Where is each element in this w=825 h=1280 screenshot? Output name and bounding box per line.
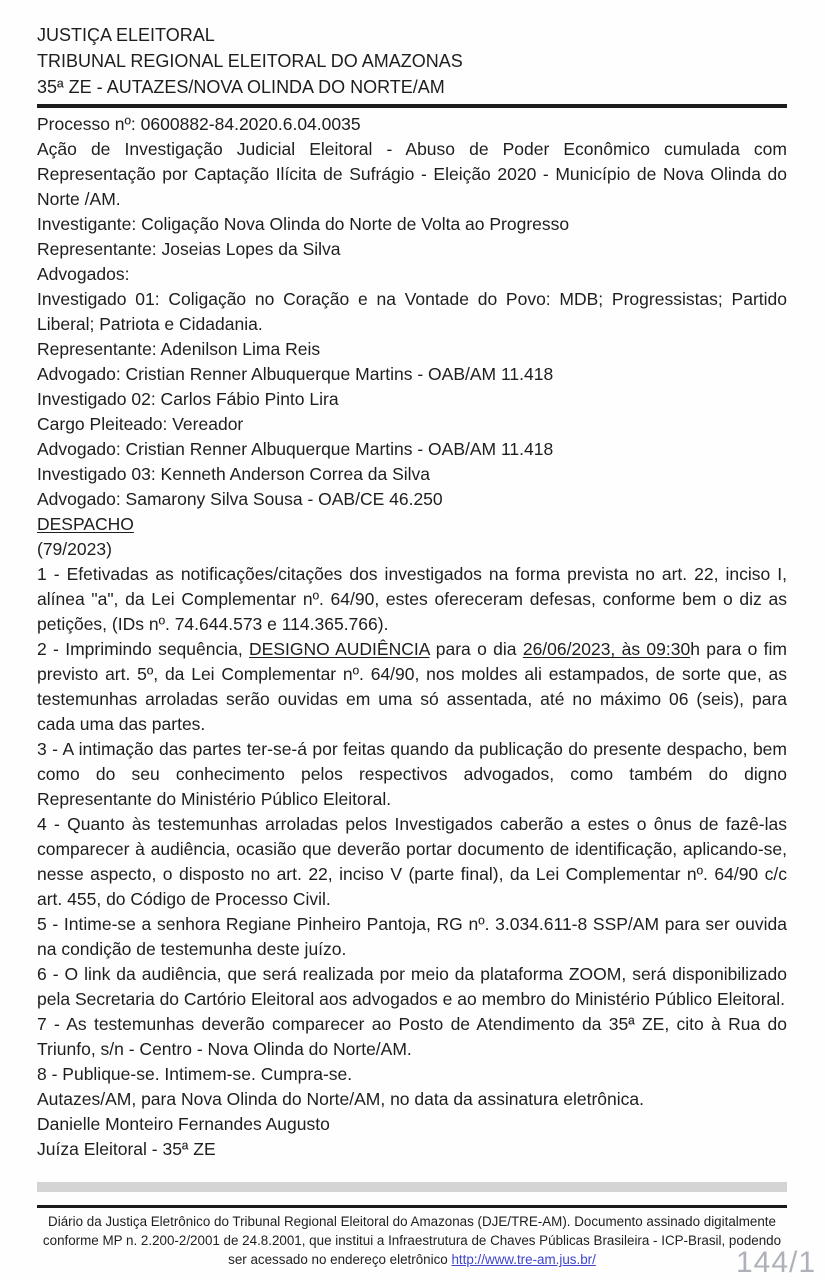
document-body [37, 112, 787, 1162]
footer-divider-rule [37, 1205, 787, 1208]
closing-line: Autazes/AM, para Nova Olinda do Norte/AM, no data da assinatura eletrônica. [37, 1089, 644, 1109]
item-2-pre: 2 - Imprimindo sequência, [37, 639, 250, 659]
despacho-item-7: 7 - As testemunhas deverão comparecer ao Posto de Atendimento da 35ª ZE, cito à Rua do Triunfo, s/n - Centro - Nova Olinda do Norte/AM. [37, 1014, 787, 1059]
item-2-post: h para o fim previsto art. 5º, da Lei Complementar nº. 64/90, nos moldes ali estampados, de sorte que, as testemunhas arroladas serão ouvidas em uma só assentada, até no máximo 06 (seis), para cada uma das partes. [37, 639, 787, 734]
despacho-number: (79/2023) [37, 539, 112, 559]
representante-line: Representante: Joseias Lopes da Silva [37, 239, 341, 259]
investigado-02-line: Investigado 02: Carlos Fábio Pinto Lira [37, 389, 339, 409]
despacho-item-5: 5 - Intime-se a senhora Regiane Pinheiro Pantoja, RG nº. 3.034.611-8 SSP/AM para ser ouvida na condição de testemunha deste juízo. [37, 914, 787, 959]
investigado-01-line: Investigado 01: Coligação no Coração e na Vontade do Povo: MDB; Progressistas; Partido Liberal; Patriota e Cidadania. [37, 289, 787, 334]
signature-name: Danielle Monteiro Fernandes Augusto [37, 1114, 330, 1134]
representante-02-line: Representante: Adenilson Lima Reis [37, 339, 321, 359]
despacho-heading [37, 512, 787, 537]
advogado-02-line: Advogado: Cristian Renner Albuquerque Martins - OAB/AM 11.418 [37, 439, 554, 459]
investigado-03-line: Investigado 03: Kenneth Anderson Correa da Silva [37, 464, 431, 484]
header-line-justica: JUSTIÇA ELEITORAL [37, 25, 215, 45]
advogado-01-line: Advogado: Cristian Renner Albuquerque Martins - OAB/AM 11.418 [37, 364, 554, 384]
cargo-line: Cargo Pleiteado: Vereador [37, 414, 244, 434]
despacho-heading-text: DESPACHO [37, 514, 134, 534]
item-2-mid: para o dia [429, 639, 523, 659]
header-line-zona: 35ª ZE - AUTAZES/NOVA OLINDA DO NORTE/AM [37, 77, 445, 97]
dje-footer [37, 1212, 787, 1269]
page-number: 144/1 [736, 1246, 817, 1279]
signature-role: Juíza Eleitoral - 35ª ZE [37, 1139, 216, 1159]
despacho-item-2 [37, 637, 787, 737]
item-2-hearing-date: 26/06/2023, às 09:30 [522, 639, 691, 659]
investigante-line: Investigante: Coligação Nova Olinda do Norte de Volta ao Progresso [37, 214, 570, 234]
despacho-item-6: 6 - O link da audiência, que será realizada por meio da plataforma ZOOM, será disponibilizado pela Secretaria do Cartório Eleitoral aos advogados e ao membro do Ministério Público Eleitoral. [37, 964, 787, 1009]
case-description: Ação de Investigação Judicial Eleitoral - Abuso de Poder Econômico cumulada com Representação por Captação Ilícita de Sufrágio - Eleição 2020 - Município de Nova Olinda do Norte /AM. [37, 139, 787, 209]
despacho-item-1: 1 - Efetivadas as notificações/citações dos investigados na forma prevista no art. 22, inciso I, alínea "a", da Lei Complementar nº. 64/90, estes ofereceram defesas, conforme bem o diz as petições, (IDs nº. 74.644.573 e 114.365.766). [37, 564, 787, 634]
despacho-item-8: 8 - Publique-se. Intimem-se. Cumpra-se. [37, 1064, 353, 1084]
advogados-label: Advogados: [37, 264, 130, 284]
header-divider-rule [37, 104, 787, 108]
advogado-03-line: Advogado: Samarony Silva Sousa - OAB/CE 46.250 [37, 489, 443, 509]
processo-number: Processo nº: 0600882-84.2020.6.04.0035 [37, 114, 361, 134]
item-2-designo-audiencia: DESIGNO AUDIÊNCIA [249, 639, 430, 659]
document-content [37, 22, 787, 1162]
footer-text: Diário da Justiça Eletrônico do Tribunal Regional Eleitoral do Amazonas (DJE/TRE-AM). Documento assinado digitalmente conforme MP n. 2.200-2/2001 de 24.8.2001, que institui a Infraestrutura de Chaves Públicas Brasileira - ICP-Brasil, podendo ser acessado no endereço eletrônico [42, 1214, 782, 1267]
header-line-tribunal: TRIBUNAL REGIONAL ELEITORAL DO AMAZONAS [37, 51, 463, 71]
despacho-item-3: 3 - A intimação das partes ter-se-á por feitas quando da publicação do presente despacho, bem como do seu conhecimento pelos respectivos advogados, como também do digno Representante do Ministério Público Eleitoral. [37, 739, 787, 809]
court-header [37, 22, 787, 100]
tre-am-link[interactable]: http://www.tre-am.jus.br/ [451, 1252, 596, 1267]
despacho-item-4: 4 - Quanto às testemunhas arroladas pelos Investigados caberão a estes o ônus de fazê-las comparecer à audiência, ocasião que deverão portar documento de identificação, aplicando-se, nesse aspecto, o disposto no art. 22, inciso V (parte final), da Lei Complementar nº. 64/90 c/c art. 455, do Código de Processo Civil. [37, 814, 787, 909]
bottom-grey-divider [37, 1182, 787, 1192]
